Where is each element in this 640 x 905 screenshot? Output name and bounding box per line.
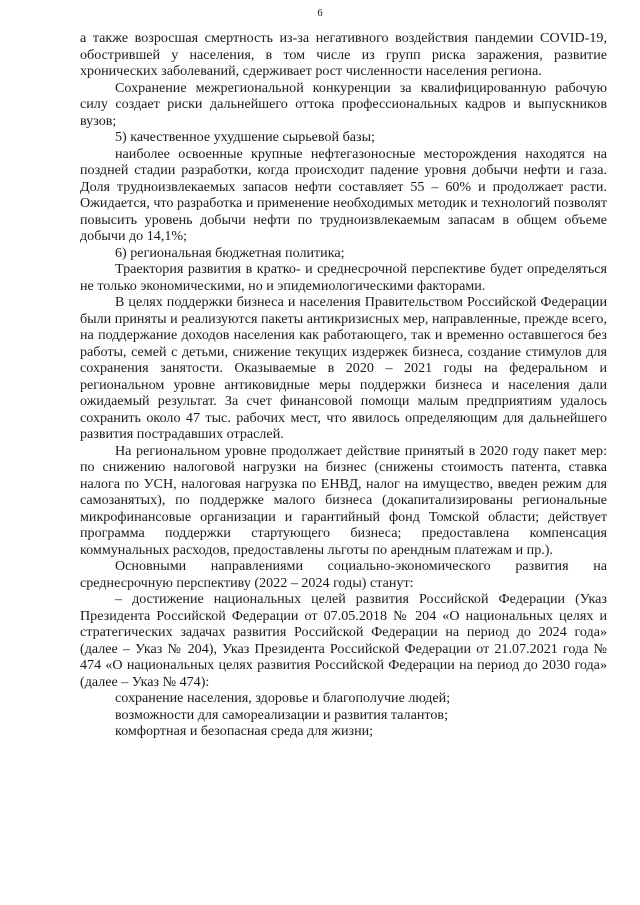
- paragraph-national-goals: – достижение национальных целей развития Российской Федерации (Указ Президента Российской Федерации от 07.05.2018 № 204 «О национальных целях и стратегических задачах развития Российской Федерации на период до 2024 года» (далее – Указ № 204), Указ Президента Российской Федерации от 21.07.2021 года № 474 «О национальных целях развития Российской Федерации на период до 2030 года» (далее – Указ № 474):: [80, 591, 607, 690]
- list-item-environment: комфортная и безопасная среда для жизни;: [115, 723, 374, 739]
- list-item-self-realization: возможности для самореализации и развития талантов;: [115, 706, 448, 723]
- paragraph-covid-mortality: а также возросшая смертность из-за негативного воздействия пандемии COVID-19, обострившей у населения, в том числе из групп риска заражения, развитие хронических заболеваний, сдерживает рост численности населения региона.: [80, 30, 607, 79]
- paragraph-development-trajectory: Траектория развития в кратко- и среднесрочной перспективе будет определяться не только экономическими, но и эпидемиологическими факторами.: [80, 261, 607, 294]
- list-item-population: сохранение населения, здоровье и благополучие людей;: [115, 690, 451, 706]
- list-item-raw-materials: 5) качественное ухудшение сырьевой базы;: [115, 129, 375, 145]
- document-body: [80, 30, 607, 740]
- paragraph-interregional-competition: Сохранение межрегиональной конкуренции за квалифицированную рабочую силу создает риски дальнейшего оттока профессиональных кадров и выпускников вузов;: [80, 79, 607, 129]
- paragraph-federal-support: В целях поддержки бизнеса и населения Правительством Российской Федерации были приняты и реализуются пакеты антикризисных мер, направленные, прежде всего, на поддержание доходов населения как работающего, так и временно оставшегося без работы, семей с детьми, снижение текущих издержек бизнеса, создание стимулов для сохранения занятости. Оказываемые в 2020 – 2021 годы на федеральном и региональном уровне антиковидные меры поддержки бизнеса и населения дали ожидаемый результат. За счет финансовой помощи малым предприятиям удалось сохранить около 47 тыс. рабочих мест, что явилось определяющим для дальнейшего развития пострадавших отраслей.: [80, 294, 607, 442]
- page-number: 6: [317, 8, 323, 19]
- list-item-budget-policy: 6) региональная бюджетная политика;: [115, 244, 345, 261]
- paragraph-oil-gas-fields: наиболее освоенные крупные нефтегазоносные месторождения находятся на поздней стадии разработки, когда происходит падение уровня добычи нефти и газа. Доля трудноизвлекаемых запасов нефти составляет 55 – 60% и продолжает расти. Ожидается, что разработка и применение необходимых методик и технологий позволят повысить уровень добычи нефти по трудноизвлекаемым запасам в общем объеме добычи до 14,1%;: [80, 145, 607, 244]
- paragraph-main-directions: Основными направлениями социально-экономического развития на среднесрочную перспективу (2022 – 2024 годы) станут:: [80, 558, 607, 591]
- paragraph-regional-measures: На региональном уровне продолжает действие принятый в 2020 году пакет мер: по снижению налоговой нагрузки на бизнес (снижены стоимость патента, ставка налога по УСН, налоговая нагрузка по ЕНВД, налог на имущество, введен режим для самозанятых), по поддержке малого бизнеса (докапитализированы региональные микрофинансовые организации и гарантийный фонд Томской области; действует программа поддержки стартующего бизнеса; предоставлена компенсация коммунальных расходов, предоставлены льготы по арендным платежам и пр.).: [80, 442, 607, 558]
